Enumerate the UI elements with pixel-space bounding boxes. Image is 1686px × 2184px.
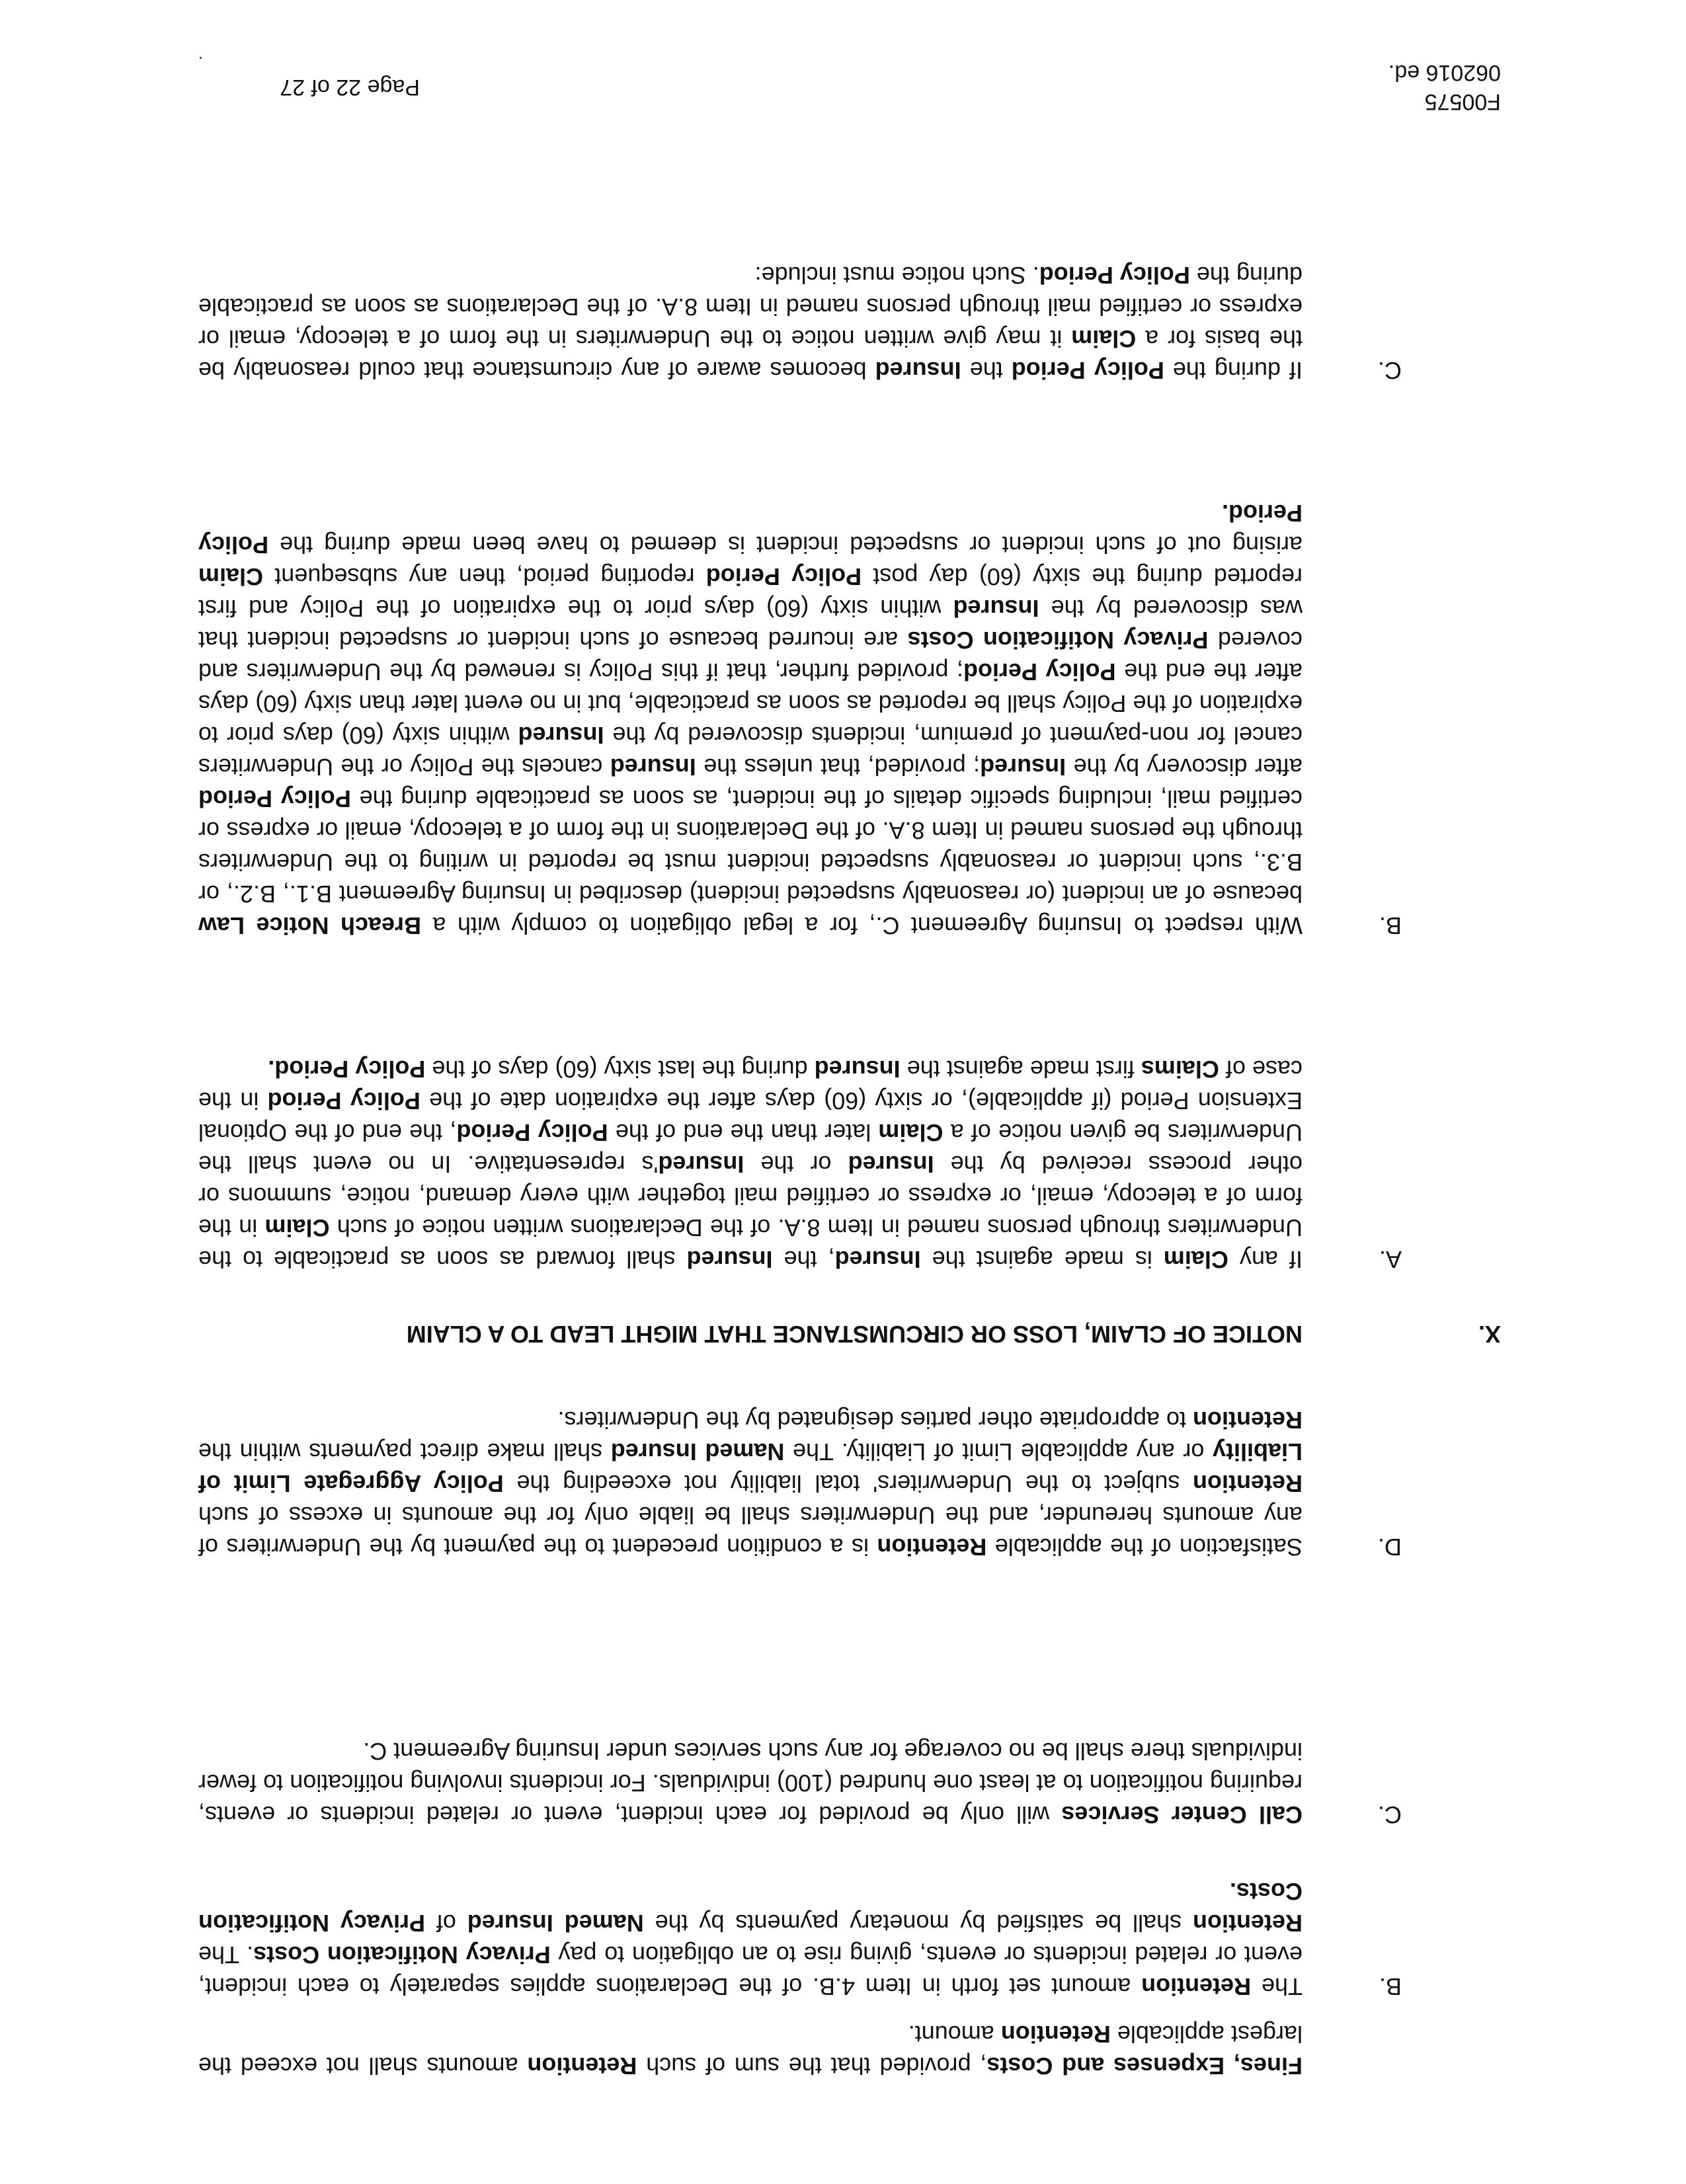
item-text: If during the Policy Period the Insured becomes aware of any circumstance that could reasonably be the basis for a Claim it may give written notice to the Underwriters in the form of a telecopy, email or express or certified mail through persons named in Item 8.A. of the Declarations as soon as practicable during the Policy Period. Such notice must include: — [198, 262, 1303, 384]
form-footer — [1388, 58, 1501, 116]
item-text: With respect to Insuring Agreement C., for a legal obligation to comply with a Breach Notice Law because of an incident (or reasonably suspected incident) described in Insuring Agreement B.1., B.2., or B.3., such incident or reasonably suspected incident must be reported in writing to the Underwriters through the persons named in Item 8.A. of the Declarations in the form of a telecopy, email or express or certified mail, including specific details of the incident, as soon as practicable during the Policy Period after discovery by the Insured; provided, that unless the Insured cancels the Policy or the Underwriters cancel for non-payment of premium, incidents discovered by the Insured within sixty (60) days prior to expiration of the Policy shall be reported as soon as practicable, but in no event later than sixty (60) days after the end the Policy Period; provided further, that if this Policy is renewed by the Underwriters and covered Privacy Notification Costs are incurred because of such incident or suspected incident that was discovered by the Insured within sixty (60) days prior to the expiration of the Policy and first reported during the sixty (60) day post Policy Period reporting period, then any subsequent Claim arising out of such incident or suspected incident is deemed to have been made during the Policy Period. — [198, 500, 1303, 939]
item-letter: C. — [1378, 357, 1402, 384]
item-text: Call Center Services will only be provided for each incident, event or related incidents or events, requiring notification to at least one hundred (100) individuals. For incidents involving notification to fewer individuals there shall be no coverage for any such services under Insuring Agreement C. — [198, 1738, 1303, 1828]
item-text: The Retention amount set forth in Item 4.B. of the Declarations applies separately to each incident, event or related incidents or events, giving rise to an obligation to pay Privacy Notification Costs. The Retention shall be satisfied by monetary payments by the Named Insured of Privacy Notification Costs. — [198, 1878, 1303, 2000]
scan-speck — [200, 57, 202, 59]
item-text: If any Claim is made against the Insured, the Insured shall forward as soon as practicable to the Underwriters through persons named in Item 8.A. of the Declarations written notice of such Claim in the form of a telecopy, email, or express or certified mail together with every demand, notice, summons or other process received by the Insured or the Insured's representative. In no event shall the Underwriters be given notice of a Claim later than the end of the Policy Period, the end of the Optional Extension Period (if applicable), or sixty (60) days after the expiration date of the Policy Period in the case of Claims first made against the Insured during the last sixty (60) days of the Policy Period. — [198, 1056, 1303, 1273]
section-number: X. — [1478, 1321, 1501, 1348]
retention-continuation-paragraph: Fines, Expenses and Costs, provided that the sum of such Retention amounts shall not exceed the largest applicable Retention amount. — [198, 2021, 1303, 2080]
item-letter: B. — [1379, 912, 1402, 939]
form-number: F00575 — [1424, 89, 1501, 114]
item-text: Satisfaction of the applicable Retention is a condition precedent to the payment by the Underwriters of any amounts hereunder, and the Underwriters shall be liable only for the amounts in excess of such Retention subject to the Underwriters' total liability not exceeding the Policy Aggregate Limit of Liability or any applicable Limit of Liability. The Named Insured shall make direct payments within the Retention to appropriate other parties designated by the Underwriters. — [198, 1407, 1303, 1561]
item-letter: C. — [1378, 1801, 1402, 1828]
form-edition: 062016 ed. — [1388, 60, 1501, 85]
item-letter: B. — [1379, 1973, 1402, 2000]
page-number: Page 22 of 27 — [280, 75, 420, 100]
item-letter: A. — [1379, 1246, 1402, 1273]
item-letter: D. — [1378, 1534, 1402, 1561]
section-title: NOTICE OF CLAIM, LOSS OR CIRCUMSTANCE THAT MIGHT LEAD TO A CLAIM — [406, 1321, 1303, 1348]
